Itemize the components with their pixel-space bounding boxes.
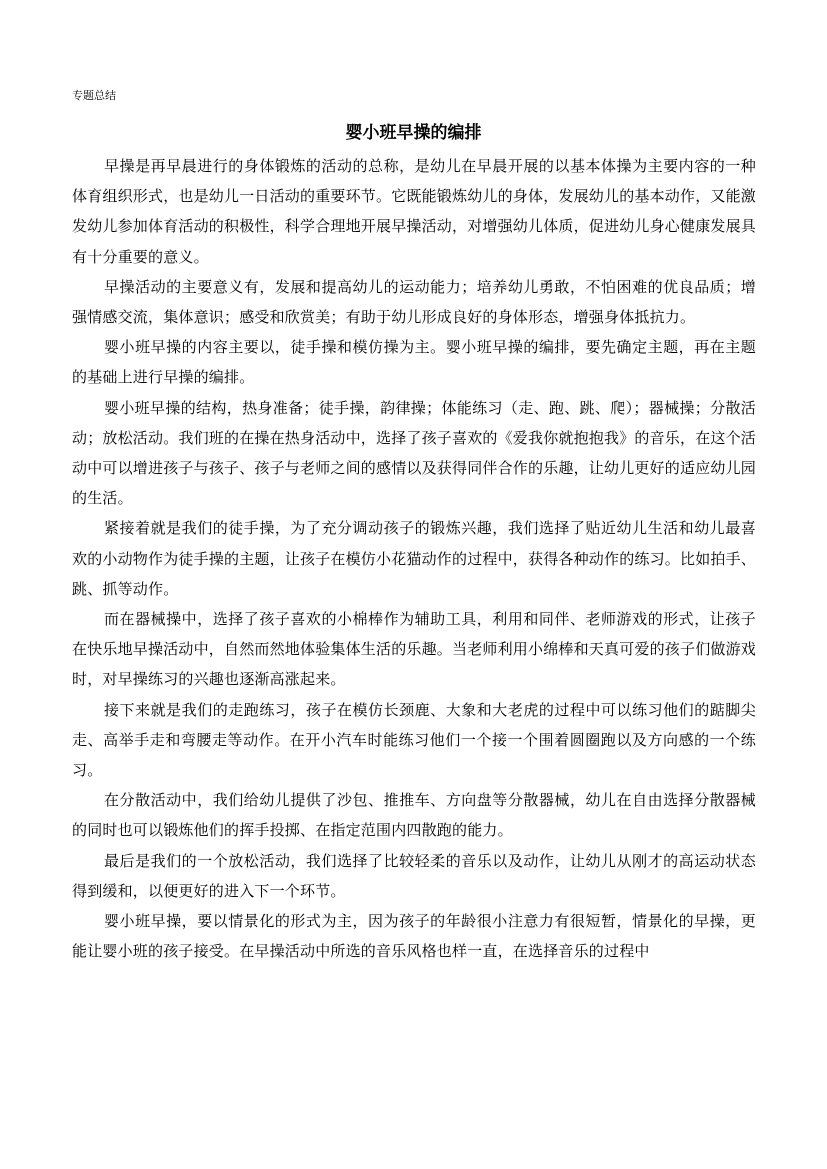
header-label: 专题总结: [72, 89, 116, 102]
paragraph: 婴小班早操的结构，热身准备；徒手操，韵律操；体能练习（走、跑、跳、爬）；器械操；分散活动；放松活动。我们班的在操在热身活动中，选择了孩子喜欢的《爱我你就抱抱我》的音乐，在这个活动中可以增进孩子与孩子、孩子与老师之间的感情以及获得同伴合作的乐趣，让幼儿更好的适应幼儿园的生活。: [72, 398, 757, 508]
document-body: [72, 151, 756, 966]
paragraph: 最后是我们的一个放松活动，我们选择了比较轻柔的音乐以及动作，让幼儿从刚才的高运动状态得到缓和，以便更好的进入下一个环节。: [72, 851, 756, 900]
paragraph: 婴小班早操，要以情景化的形式为主，因为孩子的年龄很小注意力有很短暂，情景化的早操，更能让婴小班的孩子接受。在早操活动中所选的音乐风格也样一直，在选择音乐的过程中: [72, 912, 756, 961]
paragraph: 紧接着就是我们的徒手操，为了充分调动孩子的锻炼兴趣，我们选择了贴近幼儿生活和幼儿最喜欢的小动物作为徒手操的主题，让孩子在模仿小花猫动作的过程中，获得各种动作的练习。比如拍手、跳、抓等动作。: [72, 519, 757, 598]
paragraph: 而在器械操中，选择了孩子喜欢的小棉棒作为辅助工具，利用和同伴、老师游戏的形式，让孩子在快乐地早操活动中，自然而然地体验集体生活的乐趣。当老师利用小绵棒和天真可爱的孩子们做游戏时，对早操练习的兴趣也逐渐高涨起来。: [72, 610, 757, 689]
paragraph: 早操是再早晨进行的身体锻炼的活动的总称，是幼儿在早晨开展的以基本体操为主要内容的一种体育组织形式，也是幼儿一日活动的重要环节。它既能锻炼幼儿的身体，发展幼儿的基本动作，又能激发幼儿参加体育活动的积极性，科学合理地开展早操活动，对增强幼儿体质，促进幼儿身心健康发展具有十分重要的意义。: [72, 157, 757, 266]
paragraph: 婴小班早操的内容主要以，徒手操和模仿操为主。婴小班早操的编排，要先确定主题，再在主题的基础上进行早操的编排。: [72, 338, 756, 387]
paragraph: 早操活动的主要意义有，发展和提高幼儿的运动能力；培养幼儿勇敢，不怕困难的优良品质；增强情感交流，集体意识；感受和欣赏美；有助于幼儿形成良好的身体形态，增强身体抵抗力。: [72, 277, 756, 327]
document-title: 婴小班早操的编排: [345, 123, 482, 143]
paragraph: 在分散活动中，我们给幼儿提供了沙包、推推车、方向盘等分散器械，幼儿在自由选择分散器械的同时也可以锻炼他们的挥手投掷、在指定范围内四散跑的能力。: [72, 791, 756, 840]
paragraph: 接下来就是我们的走跑练习，孩子在模仿长颈鹿、大象和大老虎的过程中可以练习他们的踮脚尖走、高举手走和弯腰走等动作。在开小汽车时能练习他们一个接一个围着圆圈跑以及方向感的一个练习。: [72, 700, 756, 780]
